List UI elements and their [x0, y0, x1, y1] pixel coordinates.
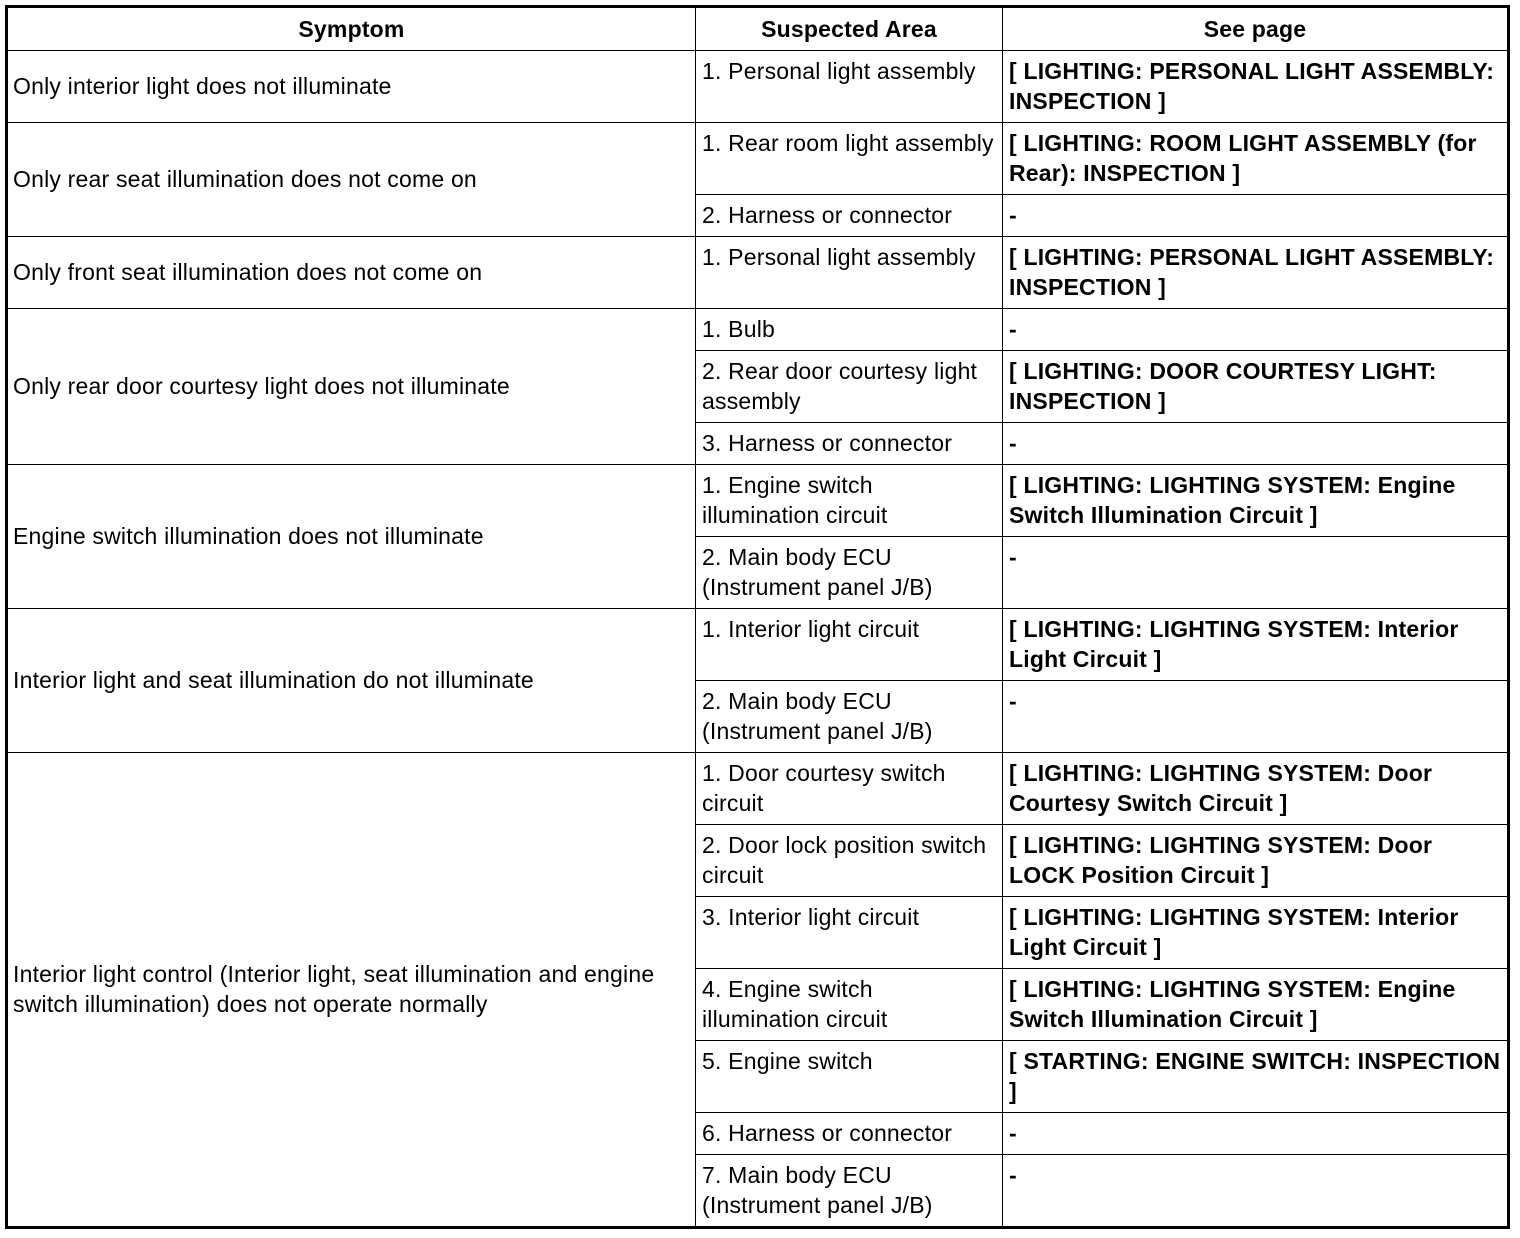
see-page-cell: [ LIGHTING: LIGHTING SYSTEM: Interior Light Circuit ]: [1003, 897, 1509, 969]
suspected-area-cell: 1. Rear room light assembly: [696, 123, 1003, 195]
suspected-area-cell: 2. Harness or connector: [696, 195, 1003, 237]
see-page-cell: [ LIGHTING: DOOR COURTESY LIGHT: INSPECTION ]: [1003, 351, 1509, 423]
table-row: [7, 123, 1509, 195]
symptom-cell: Only rear door courtesy light does not illuminate: [7, 309, 696, 465]
suspected-area-cell: 5. Engine switch: [696, 1041, 1003, 1113]
suspected-area-cell: 1. Engine switch illumination circuit: [696, 465, 1003, 537]
see-page-cell: [ LIGHTING: LIGHTING SYSTEM: Engine Switch Illumination Circuit ]: [1003, 465, 1509, 537]
symptom-cell: Only front seat illumination does not come on: [7, 237, 696, 309]
see-page-cell: [ LIGHTING: LIGHTING SYSTEM: Door LOCK Position Circuit ]: [1003, 825, 1509, 897]
see-page-cell: -: [1003, 195, 1509, 237]
suspected-area-cell: 1. Door courtesy switch circuit: [696, 753, 1003, 825]
see-page-cell: [ LIGHTING: LIGHTING SYSTEM: Engine Switch Illumination Circuit ]: [1003, 969, 1509, 1041]
header-symptom: Symptom: [7, 7, 696, 51]
see-page-cell: [ LIGHTING: PERSONAL LIGHT ASSEMBLY: INSPECTION ]: [1003, 237, 1509, 309]
see-page-cell: -: [1003, 309, 1509, 351]
suspected-area-cell: 2. Main body ECU (Instrument panel J/B): [696, 681, 1003, 753]
symptom-cell: Interior light control (Interior light, seat illumination and engine switch illumination) does not operate normally: [7, 753, 696, 1228]
symptom-cell: Interior light and seat illumination do not illuminate: [7, 609, 696, 753]
suspected-area-cell: 3. Harness or connector: [696, 423, 1003, 465]
see-page-cell: [ LIGHTING: ROOM LIGHT ASSEMBLY (for Rear): INSPECTION ]: [1003, 123, 1509, 195]
suspected-area-cell: 2. Door lock position switch circuit: [696, 825, 1003, 897]
header-see-page: See page: [1003, 7, 1509, 51]
table-row: [7, 753, 1509, 825]
see-page-cell: [ STARTING: ENGINE SWITCH: INSPECTION ]: [1003, 1041, 1509, 1113]
suspected-area-cell: 1. Interior light circuit: [696, 609, 1003, 681]
see-page-cell: -: [1003, 681, 1509, 753]
suspected-area-cell: 6. Harness or connector: [696, 1113, 1003, 1155]
suspected-area-cell: 1. Personal light assembly: [696, 237, 1003, 309]
see-page-cell: -: [1003, 537, 1509, 609]
table-body: [7, 51, 1509, 1228]
table-row: [7, 309, 1509, 351]
symptom-cell: Only rear seat illumination does not come on: [7, 123, 696, 237]
see-page-cell: -: [1003, 1155, 1509, 1228]
see-page-cell: [ LIGHTING: LIGHTING SYSTEM: Door Courtesy Switch Circuit ]: [1003, 753, 1509, 825]
symptom-cell: Engine switch illumination does not illuminate: [7, 465, 696, 609]
table-row: [7, 609, 1509, 681]
suspected-area-cell: 1. Bulb: [696, 309, 1003, 351]
table-row: [7, 51, 1509, 123]
suspected-area-cell: 3. Interior light circuit: [696, 897, 1003, 969]
symptom-cell: Only interior light does not illuminate: [7, 51, 696, 123]
see-page-cell: -: [1003, 1113, 1509, 1155]
header-suspected-area: Suspected Area: [696, 7, 1003, 51]
header-row: [7, 7, 1509, 51]
see-page-cell: [ LIGHTING: LIGHTING SYSTEM: Interior Light Circuit ]: [1003, 609, 1509, 681]
suspected-area-cell: 1. Personal light assembly: [696, 51, 1003, 123]
suspected-area-cell: 2. Rear door courtesy light assembly: [696, 351, 1003, 423]
suspected-area-cell: 2. Main body ECU (Instrument panel J/B): [696, 537, 1003, 609]
suspected-area-cell: 7. Main body ECU (Instrument panel J/B): [696, 1155, 1003, 1228]
suspected-area-cell: 4. Engine switch illumination circuit: [696, 969, 1003, 1041]
table-row: [7, 237, 1509, 309]
see-page-cell: [ LIGHTING: PERSONAL LIGHT ASSEMBLY: INSPECTION ]: [1003, 51, 1509, 123]
problem-symptoms-table: [5, 5, 1510, 1229]
see-page-cell: -: [1003, 423, 1509, 465]
table-row: [7, 465, 1509, 537]
